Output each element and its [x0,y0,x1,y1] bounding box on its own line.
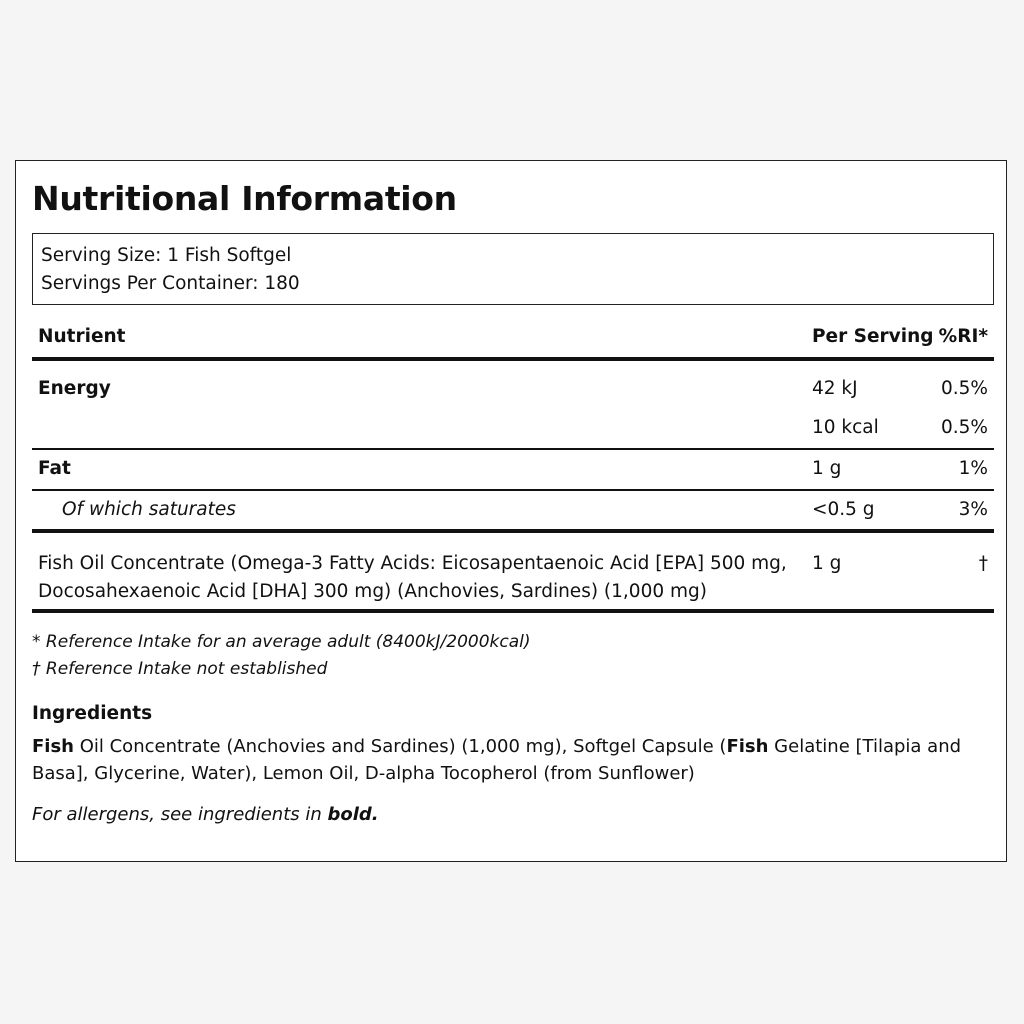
energy-kj-value: 42 kJ [812,378,858,399]
allergen-note-bold: bold. [327,804,379,825]
fish-oil-ri: † [978,553,988,574]
fat-label: Fat [38,458,71,479]
header-per-serving: Per Serving [812,326,934,347]
fish-oil-line-1: Fish Oil Concentrate (Omega-3 Fatty Acids: Eicosapentaenoic Acid [EPA] 500 mg, [38,553,787,574]
allergen-fish-2: Fish [726,736,769,757]
servings-per-container: Servings Per Container: 180 [41,273,300,294]
fat-ri: 1% [958,458,988,479]
header-divider [32,357,994,361]
table-bottom-divider [32,609,994,613]
energy-kj-ri: 0.5% [941,378,988,399]
section-divider [32,529,994,533]
ingredients-part-4: Gelatine [Tilapia and Basa], Glycerine, Water), Lemon Oil, D-alpha Tocopherol (from Sunflower) [32,736,962,784]
saturates-label: Of which saturates [62,499,236,520]
ingredients-part-2: Oil Concentrate (Anchovies and Sardines) (1,000 mg), Softgel Capsule ( [74,736,727,757]
allergen-note-text: For allergens, see ingredients in [32,804,328,825]
serving-size: Serving Size: 1 Fish Softgel [41,245,292,266]
nutrition-panel [15,160,1007,862]
fish-oil-value: 1 g [812,553,842,574]
saturates-value: <0.5 g [812,499,875,520]
saturates-ri: 3% [958,499,988,520]
ingredients-text [32,733,992,787]
allergen-fish-1: Fish [32,736,74,757]
row-divider [32,489,994,491]
energy-kcal-ri: 0.5% [941,417,988,438]
not-established-footnote: † Reference Intake not established [32,659,328,679]
header-nutrient: Nutrient [38,326,126,347]
energy-label: Energy [38,378,111,399]
serving-info-box [32,233,994,305]
ingredients-heading: Ingredients [32,703,153,724]
energy-kcal-value: 10 kcal [812,417,879,438]
fat-value: 1 g [812,458,842,479]
allergen-note [32,804,379,825]
ri-footnote: * Reference Intake for an average adult (8400kJ/2000kcal) [32,632,531,652]
fish-oil-line-2: Docosahexaenoic Acid [DHA] 300 mg) (Anchovies, Sardines) (1,000 mg) [38,581,707,602]
row-divider [32,448,994,450]
footnotes [32,629,531,683]
header-ri: %RI* [938,326,988,347]
panel-title: Nutritional Information [32,179,457,218]
